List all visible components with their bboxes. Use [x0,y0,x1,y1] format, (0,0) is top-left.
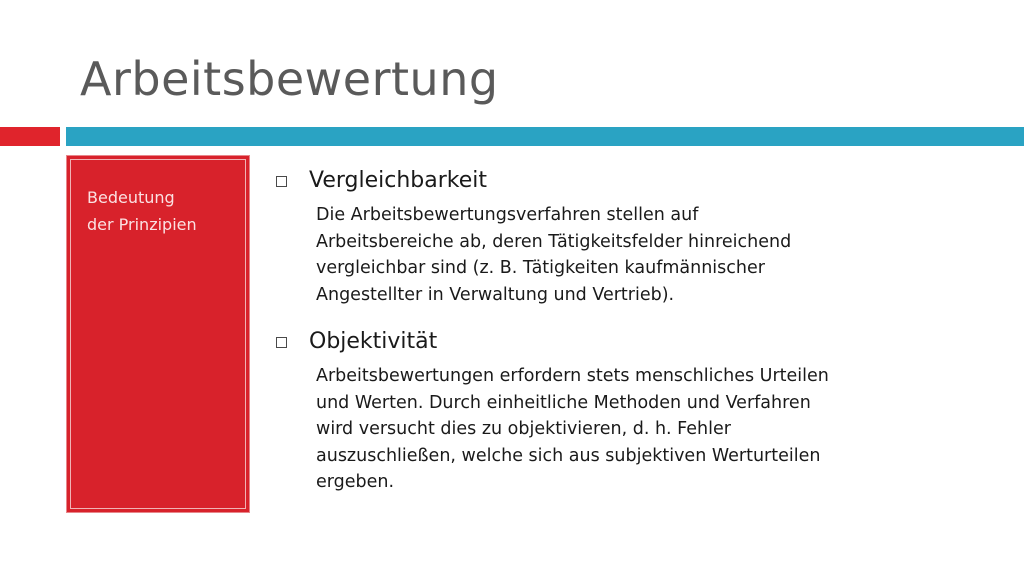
bullet-heading-row [272,164,992,198]
bullet-heading-row [272,325,992,359]
bullet-heading: Objektivität [309,329,438,354]
square-bullet-icon [276,176,287,187]
body-line: auszuschließen, welche sich aus subjektiven Werturteilen [316,445,821,466]
slide-title: Arbeitsbewertung [80,52,499,106]
content-area [272,164,992,496]
body-line: und Werten. Durch einheitliche Methoden und Verfahren [316,392,811,413]
bullet-heading: Vergleichbarkeit [309,168,488,193]
body-line: ergeben. [316,472,395,492]
title-rule-red-segment [0,127,60,146]
body-line: Arbeitsbereiche ab, deren Tätigkeitsfelder hinreichend [316,231,792,252]
square-bullet-icon [276,337,287,348]
body-line: Angestellter in Verwaltung und Vertrieb). [316,284,675,305]
body-line: wird versucht dies zu objektivieren, d. h. Fehler [316,419,731,439]
side-panel-label: Bedeutung der Prinzipien [87,188,197,234]
bullet-item-objektivitaet [272,325,992,496]
bullet-body [316,202,976,308]
body-line: Arbeitsbewertungen erfordern stets menschliches Urteilen [316,366,829,386]
side-panel [66,155,250,513]
bullet-body [316,363,976,496]
bullet-item-vergleichbarkeit [272,164,992,308]
body-line: vergleichbar sind (z. B. Tätigkeiten kaufmännischer [316,258,765,278]
title-rule-blue-segment [66,127,1024,146]
body-line: Die Arbeitsbewertungsverfahren stellen auf [316,205,699,225]
